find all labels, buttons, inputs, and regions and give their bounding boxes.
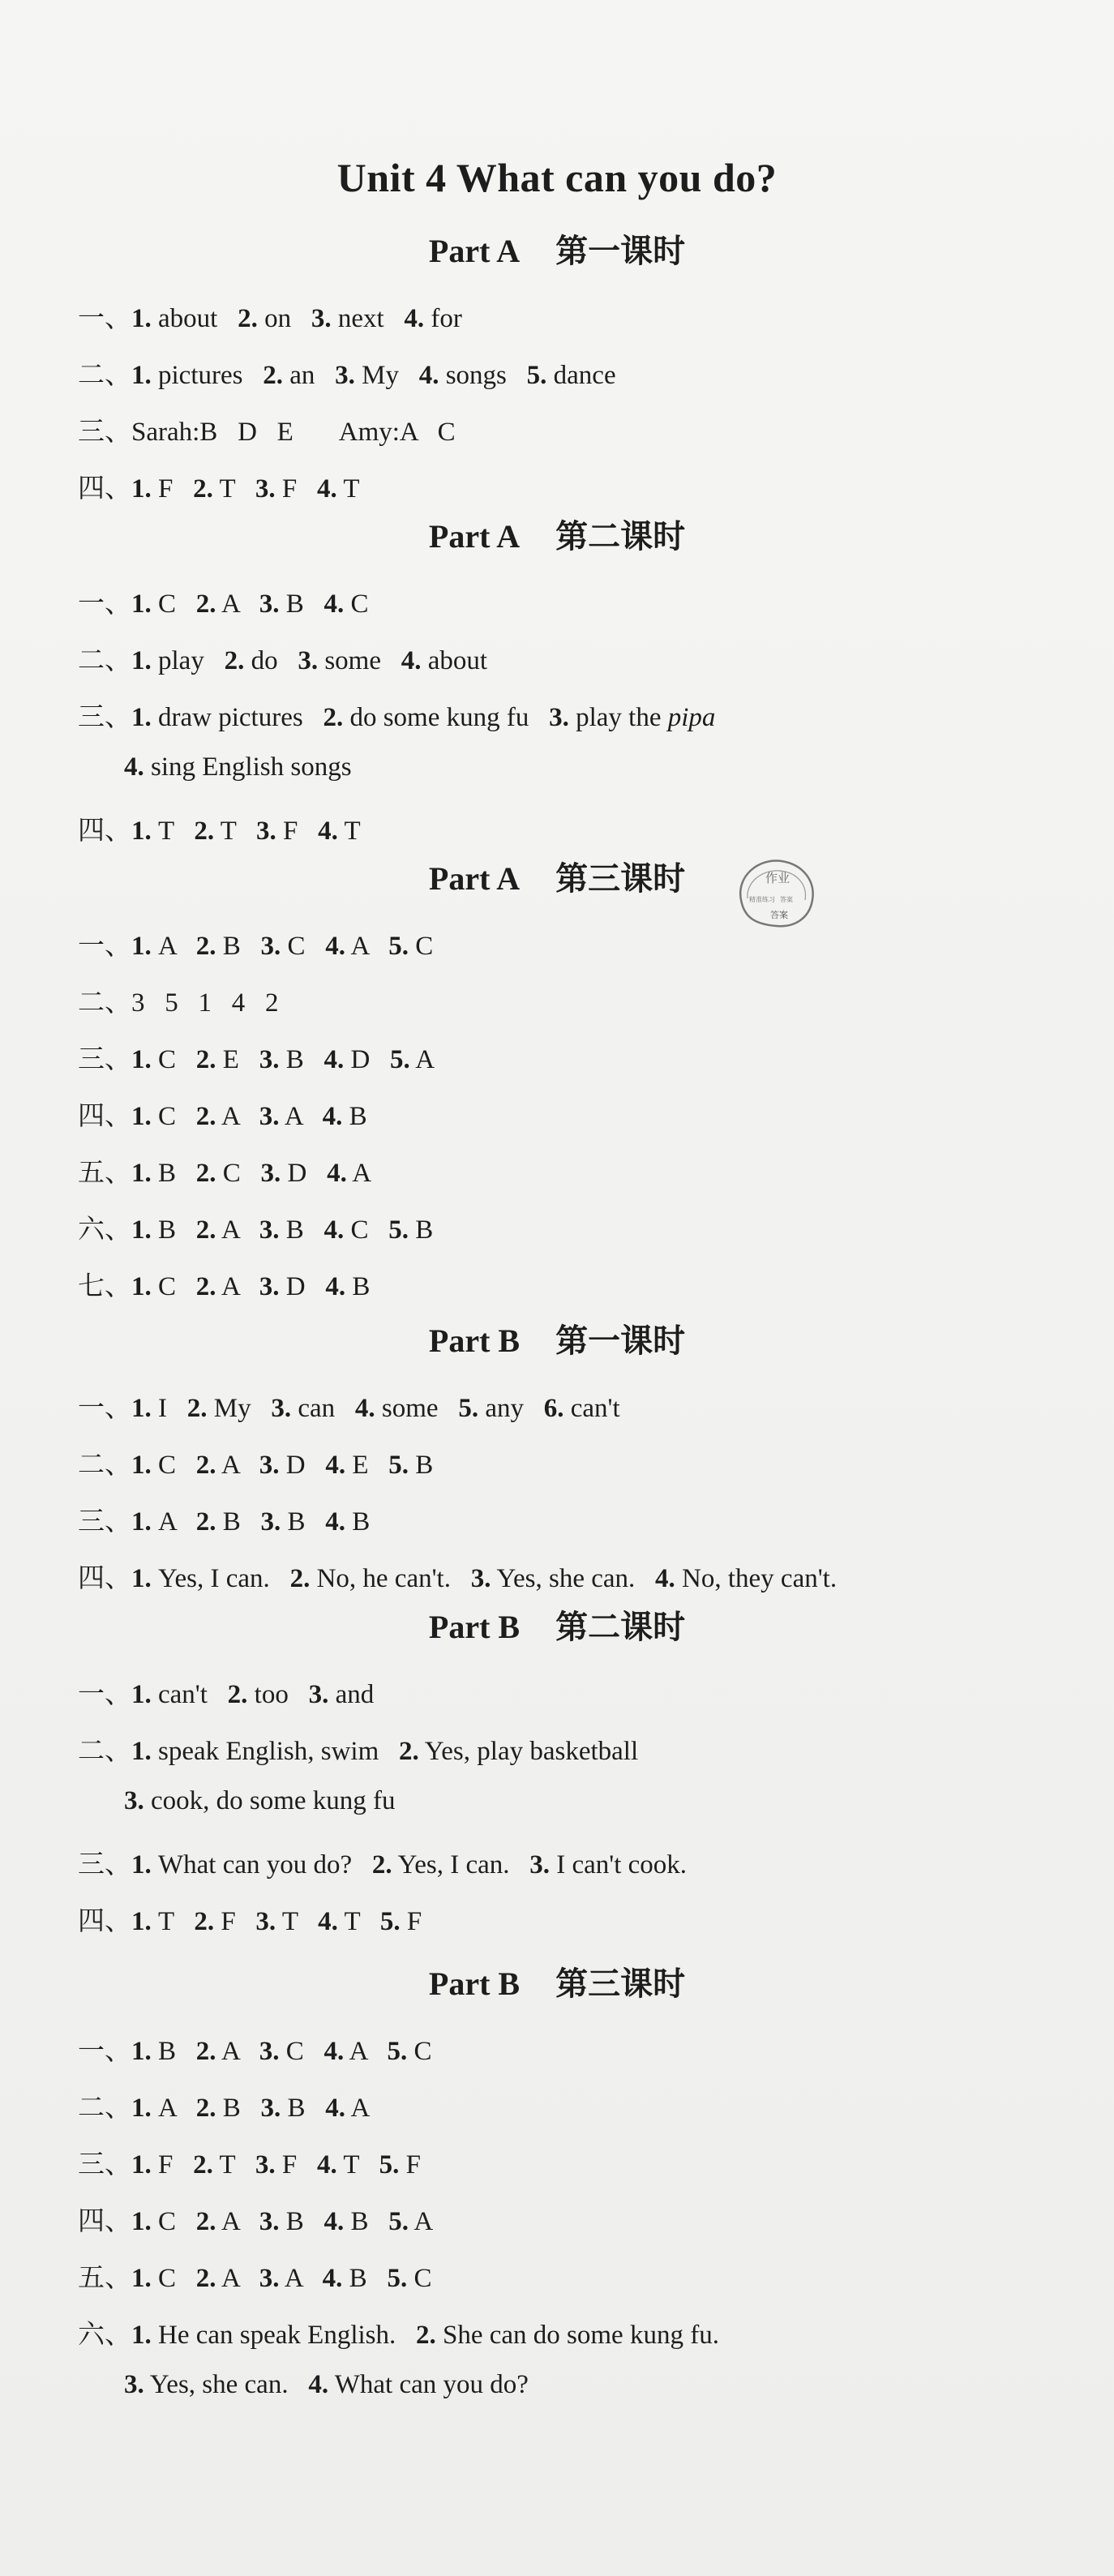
- answer-line: 一、1. about 2. on 3. next 4. for: [78, 304, 462, 333]
- answer-line: 三、1. F 2. T 3. F 4. T 5. F: [78, 2150, 422, 2180]
- answer-line: 四、1. F 2. T 3. F 4. T: [78, 474, 360, 504]
- section-part: Part B: [428, 1322, 521, 1359]
- answer-line: 一、1. I 2. My 3. can 4. some 5. any 6. can't: [78, 1394, 620, 1423]
- answer-line: 七、1. C 2. A 3. D 4. B: [78, 1272, 371, 1301]
- answer-line: 3. Yes, she can. 4. What can you do?: [124, 2370, 529, 2399]
- answer-line: 三、1. What can you do? 2. Yes, I can. 3. I can't cook.: [78, 1850, 688, 1879]
- svg-text:答案: 答案: [780, 896, 793, 903]
- answer-line: 一、1. C 2. A 3. B 4. C: [78, 589, 369, 619]
- svg-text:精准练习: 精准练习: [749, 896, 775, 903]
- answer-line: 四、1. T 2. T 3. F 4. T: [78, 817, 361, 846]
- answer-line: 四、1. C 2. A 3. B 4. B 5. A: [78, 2207, 434, 2236]
- answer-line: 一、1. can't 2. too 3. and: [78, 1680, 375, 1709]
- section-lesson: 第二课时: [555, 1609, 686, 1645]
- answer-line: 3. cook, do some kung fu: [124, 1786, 396, 1815]
- section-heading: [0, 853, 1114, 899]
- svg-text:答案: 答案: [770, 910, 788, 920]
- section-part: Part A: [428, 518, 521, 555]
- answer-line: 三、1. C 2. E 3. B 4. D 5. A: [78, 1045, 435, 1074]
- answer-line: 六、1. B 2. A 3. B 4. C 5. B: [78, 1215, 434, 1245]
- answer-line: 四、1. C 2. A 3. A 4. B: [78, 1102, 367, 1131]
- answer-line: 二、1. A 2. B 3. B 4. A: [78, 2094, 371, 2123]
- section-heading: [0, 225, 1114, 272]
- section-part: Part A: [428, 233, 521, 269]
- answer-line: 五、1. B 2. C 3. D 4. A: [78, 1159, 372, 1188]
- section-heading: [0, 511, 1114, 557]
- page-title: Unit 4 What can you do?: [336, 155, 778, 200]
- section-lesson: 第三课时: [555, 860, 686, 897]
- section-lesson: 第三课时: [555, 1965, 686, 2002]
- section-part: Part B: [428, 1965, 521, 2002]
- answer-line: 六、1. He can speak English. 2. She can do some kung fu.: [78, 2321, 719, 2350]
- svg-text:作业: 作业: [765, 871, 791, 885]
- section-lesson: 第一课时: [555, 1322, 686, 1359]
- section-heading: [0, 1958, 1114, 2004]
- answer-line: 一、1. A 2. B 3. C 4. A 5. C: [78, 932, 434, 961]
- section-lesson: 第二课时: [555, 518, 686, 555]
- answer-line: 二、1. speak English, swim 2. Yes, play basketball: [78, 1737, 639, 1766]
- section-heading: [0, 1315, 1114, 1361]
- answer-line: 二、3 5 1 4 2: [78, 988, 279, 1018]
- answer-line: 4. sing English songs: [124, 752, 352, 782]
- section-heading: [0, 1601, 1114, 1648]
- answer-line: 四、1. T 2. F 3. T 4. T 5. F: [78, 1907, 422, 1936]
- seal-stamp-icon: [728, 853, 824, 934]
- answer-line: 一、1. B 2. A 3. C 4. A 5. C: [78, 2037, 432, 2066]
- answer-line: 三、1. A 2. B 3. B 4. B: [78, 1507, 371, 1537]
- section-part: Part A: [428, 860, 521, 897]
- answer-line: 二、1. pictures 2. an 3. My 4. songs 5. dance: [78, 361, 616, 390]
- answer-line: 三、1. draw pictures 2. do some kung fu 3. play the pipa: [78, 703, 716, 732]
- answer-line: 五、1. C 2. A 3. A 4. B 5. C: [78, 2264, 432, 2293]
- answer-line: 四、1. Yes, I can. 2. No, he can't. 3. Yes, she can. 4. No, they can't.: [78, 1564, 838, 1593]
- section-part: Part B: [428, 1609, 521, 1645]
- answer-line: 二、1. play 2. do 3. some 4. about: [78, 646, 488, 675]
- section-lesson: 第一课时: [555, 233, 686, 269]
- answer-line: 三、Sarah:B D E Amy:A C: [78, 418, 456, 447]
- answer-line: 二、1. C 2. A 3. D 4. E 5. B: [78, 1451, 434, 1480]
